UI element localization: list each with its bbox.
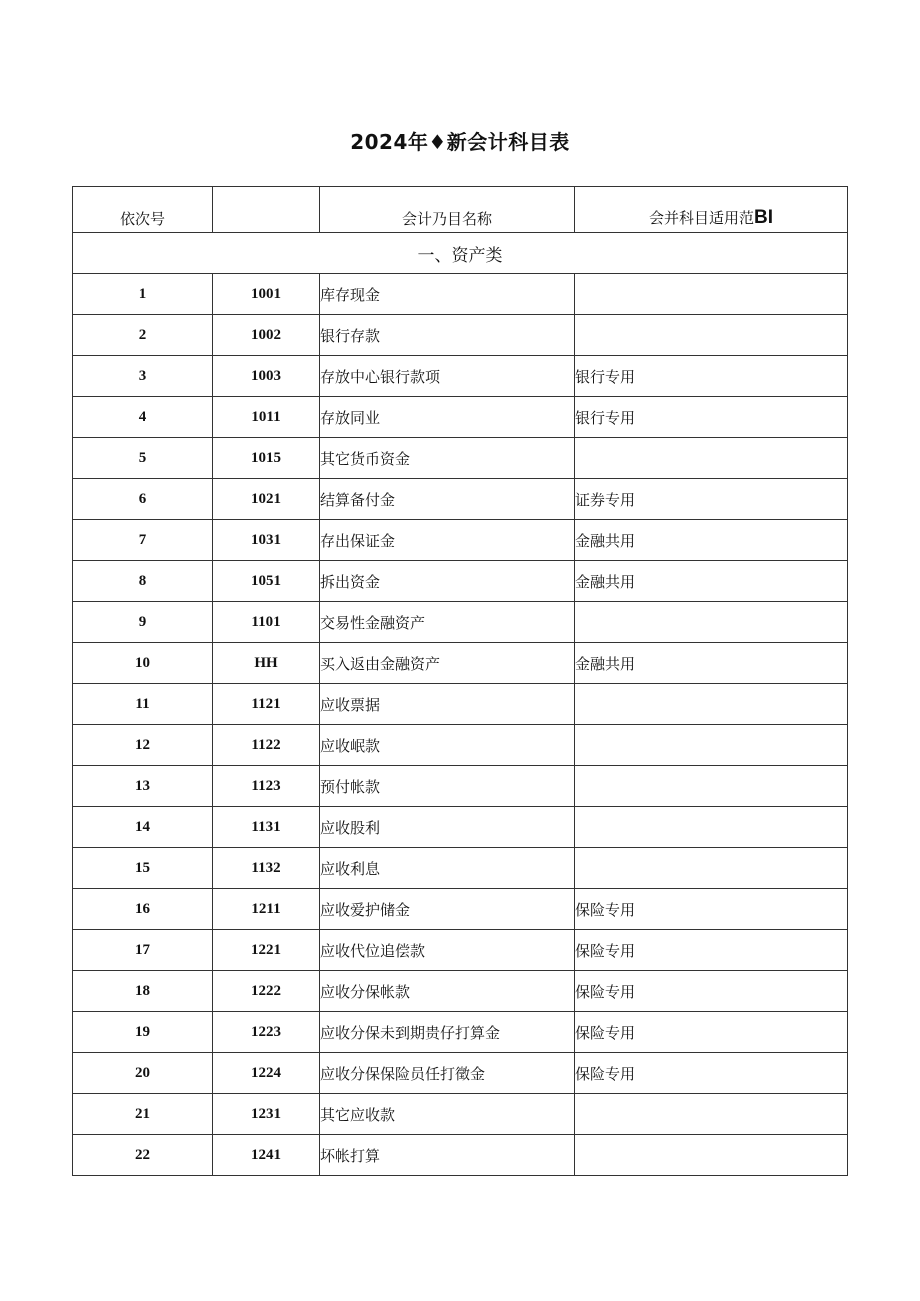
table-row xyxy=(73,602,848,643)
cell-code: 1123 xyxy=(213,766,320,807)
cell-name: 应收票据 xyxy=(320,684,575,725)
cell-name: 交易性金融资产 xyxy=(320,602,575,643)
accounts-table xyxy=(72,186,848,1176)
cell-name: 银行存款 xyxy=(320,315,575,356)
cell-name: 应收爱护储金 xyxy=(320,889,575,930)
cell-scope xyxy=(575,602,848,643)
cell-scope: 金融共用 xyxy=(575,520,848,561)
cell-name: 坏帐打算 xyxy=(320,1135,575,1176)
cell-name: 结算备付金 xyxy=(320,479,575,520)
cell-name: 应收股利 xyxy=(320,807,575,848)
cell-seq: 18 xyxy=(73,971,213,1012)
cell-code: 1224 xyxy=(213,1053,320,1094)
cell-code: 1131 xyxy=(213,807,320,848)
cell-code: 1011 xyxy=(213,397,320,438)
cell-scope xyxy=(575,1135,848,1176)
cell-code: 1021 xyxy=(213,479,320,520)
cell-code: 1211 xyxy=(213,889,320,930)
table-row xyxy=(73,643,848,684)
cell-name: 应收岷款 xyxy=(320,725,575,766)
page-title: 2024年♦新会计科目表 xyxy=(350,130,570,154)
cell-scope xyxy=(575,848,848,889)
cell-name: 买入返由金融资产 xyxy=(320,643,575,684)
cell-scope xyxy=(575,725,848,766)
cell-name: 库存现金 xyxy=(320,274,575,315)
cell-scope xyxy=(575,1094,848,1135)
cell-scope: 保险专用 xyxy=(575,1012,848,1053)
cell-seq: 13 xyxy=(73,766,213,807)
table-row xyxy=(73,479,848,520)
cell-scope: 银行专用 xyxy=(575,397,848,438)
cell-code: 1222 xyxy=(213,971,320,1012)
cell-scope xyxy=(575,684,848,725)
table-row xyxy=(73,315,848,356)
cell-code: 1231 xyxy=(213,1094,320,1135)
header-name: 会计乃目名称 xyxy=(320,187,575,233)
cell-scope: 金融共用 xyxy=(575,561,848,602)
cell-seq: 2 xyxy=(73,315,213,356)
cell-seq: 9 xyxy=(73,602,213,643)
cell-code: 1002 xyxy=(213,315,320,356)
table-row xyxy=(73,438,848,479)
cell-code: 1031 xyxy=(213,520,320,561)
cell-scope xyxy=(575,766,848,807)
cell-name: 应收分保帐款 xyxy=(320,971,575,1012)
table-row xyxy=(73,356,848,397)
table-row xyxy=(73,274,848,315)
table-row xyxy=(73,848,848,889)
cell-name: 应收代位追偿款 xyxy=(320,930,575,971)
cell-name: 其它货币资金 xyxy=(320,438,575,479)
cell-seq: 16 xyxy=(73,889,213,930)
cell-scope: 保险专用 xyxy=(575,889,848,930)
cell-scope: 金融共用 xyxy=(575,643,848,684)
cell-seq: 12 xyxy=(73,725,213,766)
cell-seq: 8 xyxy=(73,561,213,602)
cell-name: 存放中心银行款项 xyxy=(320,356,575,397)
table-row xyxy=(73,561,848,602)
cell-code: 1003 xyxy=(213,356,320,397)
cell-name: 应收分保保险员任打徵金 xyxy=(320,1053,575,1094)
table-row xyxy=(73,889,848,930)
cell-name: 拆出资金 xyxy=(320,561,575,602)
cell-code: 1122 xyxy=(213,725,320,766)
cell-scope xyxy=(575,807,848,848)
cell-code: 1241 xyxy=(213,1135,320,1176)
cell-seq: 6 xyxy=(73,479,213,520)
cell-code: 1121 xyxy=(213,684,320,725)
cell-seq: 22 xyxy=(73,1135,213,1176)
cell-code: 1221 xyxy=(213,930,320,971)
cell-seq: 5 xyxy=(73,438,213,479)
cell-seq: 14 xyxy=(73,807,213,848)
table-row xyxy=(73,1012,848,1053)
table-row xyxy=(73,684,848,725)
table-row xyxy=(73,930,848,971)
cell-scope: 银行专用 xyxy=(575,356,848,397)
cell-seq: 4 xyxy=(73,397,213,438)
cell-seq: 11 xyxy=(73,684,213,725)
cell-scope: 保险专用 xyxy=(575,971,848,1012)
cell-scope xyxy=(575,315,848,356)
table-row xyxy=(73,971,848,1012)
header-scope-tail: BI xyxy=(754,207,773,228)
cell-code: 1051 xyxy=(213,561,320,602)
cell-seq: 3 xyxy=(73,356,213,397)
cell-scope: 保险专用 xyxy=(575,1053,848,1094)
cell-code: 1015 xyxy=(213,438,320,479)
cell-code: 1001 xyxy=(213,274,320,315)
table-row xyxy=(73,397,848,438)
cell-scope: 保险专用 xyxy=(575,930,848,971)
table-row xyxy=(73,766,848,807)
table-row xyxy=(73,1135,848,1176)
category-label: 一、资产类 xyxy=(73,233,848,274)
cell-name: 应收利息 xyxy=(320,848,575,889)
cell-seq: 20 xyxy=(73,1053,213,1094)
cell-seq: 1 xyxy=(73,274,213,315)
header-scope xyxy=(575,187,848,233)
cell-seq: 7 xyxy=(73,520,213,561)
category-row xyxy=(73,233,848,274)
cell-seq: 21 xyxy=(73,1094,213,1135)
header-seq: 依次号 xyxy=(73,187,213,233)
table-row xyxy=(73,807,848,848)
cell-code: HH xyxy=(213,643,320,684)
cell-code: 1223 xyxy=(213,1012,320,1053)
cell-scope xyxy=(575,274,848,315)
table-row xyxy=(73,1094,848,1135)
cell-seq: 17 xyxy=(73,930,213,971)
table-row xyxy=(73,725,848,766)
header-code xyxy=(213,187,320,233)
cell-name: 存出保证金 xyxy=(320,520,575,561)
table-row xyxy=(73,520,848,561)
cell-seq: 19 xyxy=(73,1012,213,1053)
cell-seq: 15 xyxy=(73,848,213,889)
cell-scope: 证券专用 xyxy=(575,479,848,520)
table-row xyxy=(73,1053,848,1094)
header-scope-main: 会并科目适用范 xyxy=(648,209,754,227)
cell-name: 应收分保未到期贵仔打算金 xyxy=(320,1012,575,1053)
cell-code: 1132 xyxy=(213,848,320,889)
cell-seq: 10 xyxy=(73,643,213,684)
cell-code: 1101 xyxy=(213,602,320,643)
cell-name: 存放同业 xyxy=(320,397,575,438)
table-header-row xyxy=(73,187,848,233)
cell-name: 预付帐款 xyxy=(320,766,575,807)
cell-scope xyxy=(575,438,848,479)
cell-name: 其它应收款 xyxy=(320,1094,575,1135)
